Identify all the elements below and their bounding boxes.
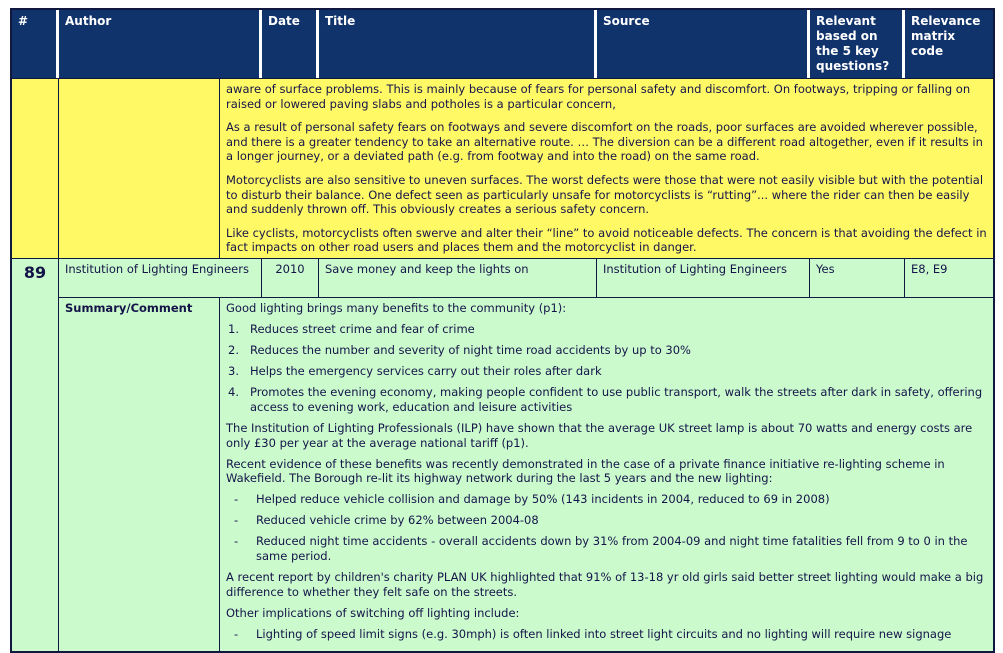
paragraph: Recent evidence of these benefits was recently demonstrated in the case of a private finance initiative re-lighting scheme in Wakefield. The Borough re-lit its highway network during the last 5 years and the new lighting: (226, 456, 945, 486)
entry-title-cell: Save money and keep the lights on (319, 259, 597, 297)
entry-source-cell: Institution of Lighting Engineers (597, 259, 810, 297)
header-col-title: Title (319, 10, 597, 78)
list-item-text: Promotes the evening economy, making people confident to use public transport, walk the streets after dark in safety, offering access to evening work, education and leisure activities (250, 384, 983, 414)
entry-relevance-code-cell: E8, E9 (911, 262, 948, 276)
dashed-list-item (226, 627, 987, 642)
table-header-row (12, 10, 993, 79)
list-item-text: - Lighting of speed limit signs (e.g. 30mph) is often linked into street light circuits and no lighting will require new signage (256, 626, 952, 641)
numbered-list-item (226, 322, 987, 337)
entry-meta-row (59, 259, 993, 298)
list-item-text: Reduces street crime and fear of crime (250, 321, 475, 336)
summary-label-cell: Summary/Comment (59, 298, 220, 651)
paragraph: Good lighting brings many benefits to the community (p1): (226, 301, 567, 315)
list-item-text: Reduces the number and severity of night time road accidents by up to 30% (250, 342, 691, 357)
header-col-source: Source (597, 10, 810, 78)
paragraph: Motorcyclists are also sensitive to uneven surfaces. The worst defects were those that were not easily visible but with the potential to disturb their balance. One defect seen as particularly unsafe for motorcyclists is “rutting”... where the rider can then be easily and suddenly thrown off. This obviously creates a serious safety concern. (226, 172, 984, 217)
continuation-label-cell (59, 79, 220, 258)
paragraph: A recent report by children's charity PLAN UK highlighted that 91% of 13-18 yr old girls said better street lighting would make a big difference to whether they felt safe on the streets. (226, 570, 984, 600)
entry-89-content (59, 259, 993, 651)
list-item-text: - Reduced vehicle crime by 62% between 2004-08 (256, 513, 539, 528)
numbered-list-item (226, 364, 987, 379)
summary-text-cell (220, 298, 993, 651)
list-item-text: - Reduced night time accidents - overall accidents down by 31% from 2004-09 and night time fatalities fell from 9 to 0 in the same period. (256, 534, 968, 564)
numbered-list (226, 322, 987, 415)
continuation-text-cell (220, 79, 993, 258)
entry-author-cell: Institution of Lighting Engineers (59, 259, 262, 297)
entry-relevant-cell: Yes (810, 259, 905, 297)
list-item-text: - Helped reduce vehicle collision and damage by 50% (143 incidents in 2004, reduced to 69 in 2008) (256, 492, 830, 507)
entry-id-cell: 89 (12, 259, 59, 651)
header-col-relevant: Relevant based on the 5 key questions? (810, 10, 905, 78)
continuation-row (12, 79, 993, 259)
header-col-author: Author (59, 10, 262, 78)
numbered-list-item (226, 385, 987, 415)
dashed-list-item (226, 513, 987, 528)
entry-date-cell: 2010 (262, 259, 319, 297)
entry-89 (12, 259, 993, 651)
paragraph: As a result of personal safety fears on footways and severe discomfort on the roads, poor surfaces are avoided wherever possible, and there is a greater tendency to take an alternative route. … The diversion can be a different road altogether, even if it results in a longer journey, or a deviated path (e.g. from footway and into the road) on the same road. (226, 120, 983, 164)
header-col-date: Date (262, 10, 319, 78)
dashed-list-item (226, 534, 987, 564)
entry-summary-row (59, 298, 993, 651)
paragraph: The Institution of Lighting Professionals (ILP) have shown that the average UK street lamp is about 70 watts and energy costs are only £30 per year at the average national tariff (p1). (226, 420, 973, 450)
literature-review-table (10, 8, 995, 653)
header-col-relevance-code: Relevance matrix code (911, 14, 981, 58)
dashed-list (226, 627, 987, 642)
header-col-number: # (12, 10, 59, 78)
paragraph: aware of surface problems. This is mainly because of fears for personal safety and discomfort. On footways, tripping or falling on raised or lowered paving slabs and potholes is a particular concern, (226, 82, 971, 111)
numbered-list-item (226, 343, 987, 358)
dashed-list (226, 492, 987, 564)
paragraph: Like cyclists, motorcyclists often swerve and alter their “line” to avoid noticeable defects. The concern is that avoiding the defect in fact impacts on other road users and places them and the motorcyclist in danger. (226, 225, 987, 255)
paragraph: Other implications of switching off lighting include: (226, 606, 520, 620)
list-item-text: Helps the emergency services carry out their roles after dark (250, 363, 602, 378)
dashed-list-item (226, 492, 987, 507)
continuation-number-cell (12, 79, 59, 258)
